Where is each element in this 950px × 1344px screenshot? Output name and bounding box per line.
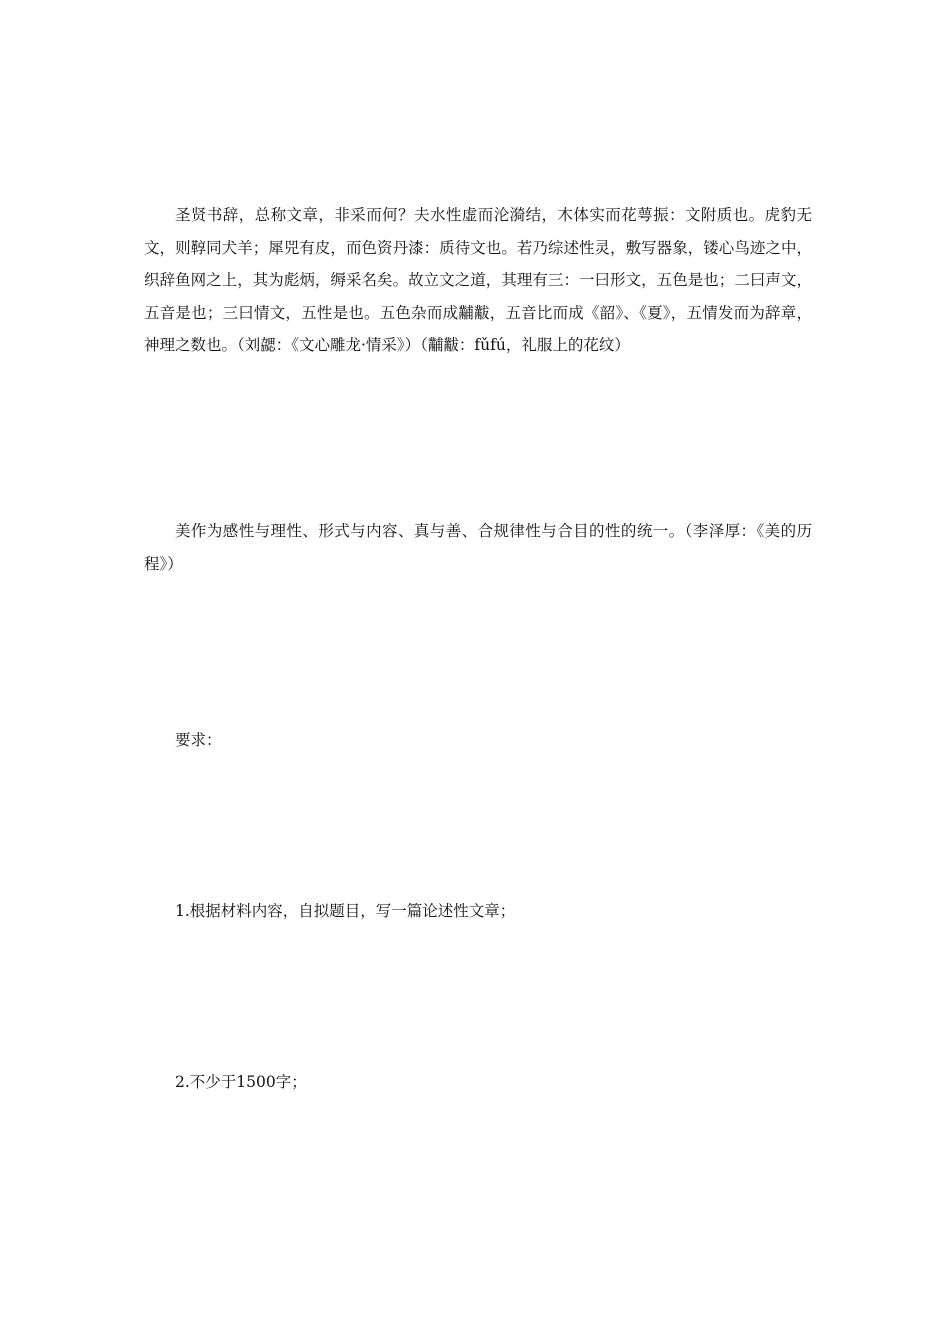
quote-paragraph-li-zehou: 美作为感性与理性、形式与内容、真与善、合规律性与合目的性的统一。（李泽厚：《美的历程》）: [144, 522, 812, 573]
requirement-item-2: 2.不少于1500字；: [175, 1073, 307, 1091]
quote-paragraph-wenxin-diaolong: 圣贤书辞，总称文章，非采而何？夫水性虚而沦漪结，木体实而花萼振：文附质也。虎豹无文，则鞟同犬羊；犀兕有皮，而色资丹漆：质待文也。若乃综述性灵，敷写器象，镂心鸟迹之中，织辞鱼网之上，其为彪炳，缛采名矣。故立文之道，其理有三：一曰形文，五色是也；二曰声文，五音是也；三曰情文，五性是也。五色杂而成黼黻，五音比而成《韶》、《夏》，五情发而为辞章，神理之数也。（刘勰：《文心雕龙·情采》）（黼黻：fǔfú，礼服上的花纹）: [144, 206, 812, 355]
requirement-item-1: 1.根据材料内容，自拟题目，写一篇论述性文章；: [175, 902, 516, 920]
requirements-heading: 要求：: [175, 731, 222, 749]
